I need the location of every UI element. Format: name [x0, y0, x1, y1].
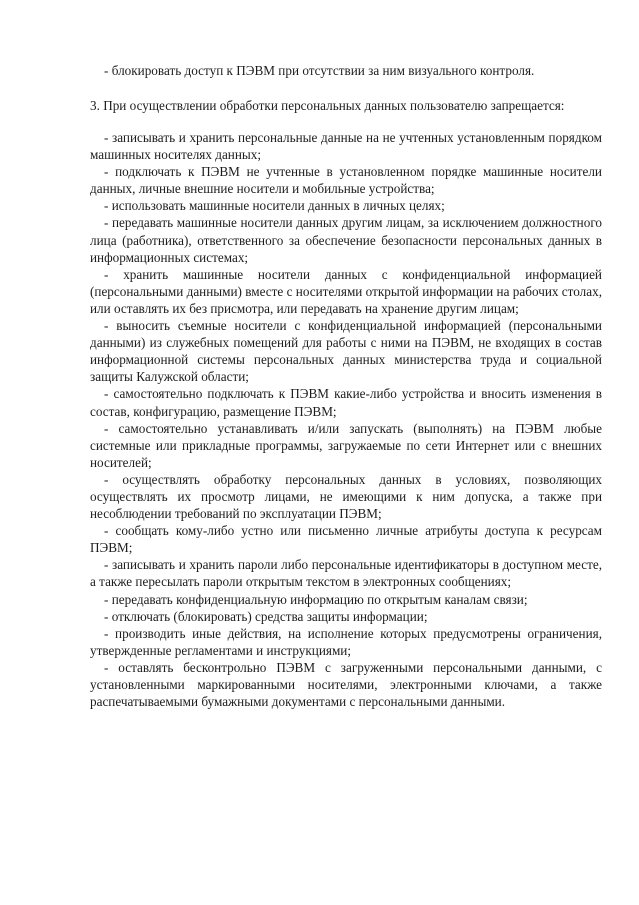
intro-line: - блокировать доступ к ПЭВМ при отсутствии за ним визуального контроля.: [104, 63, 535, 78]
prohibitions-list: [90, 129, 602, 710]
section-heading: 3. При осуществлении обработки персональных данных пользователю запрещается:: [90, 98, 565, 113]
list-item: - оставлять бесконтрольно ПЭВМ с загруженными персональными данными, с установленными маркированными носителями, электронными ключами, а также распечатываемыми бумажными документами с персональными данными.: [90, 659, 602, 710]
list-item: - использовать машинные носители данных в личных целях;: [104, 198, 445, 214]
list-item: - хранить машинные носители данных с конфиденциальной информацией (персональными данными) вместе с носителями открытой информации на рабочих столах, или оставлять их без присмотра, или передавать на хранение другим лицам;: [90, 266, 602, 316]
list-item: - записывать и хранить персональные данные на не учтенных установленным порядком машинных носителях данных;: [90, 130, 602, 163]
list-item: - подключать к ПЭВМ не учтенные в установленном порядке машинные носители данных, личные внешние носители и мобильные устройства;: [90, 164, 602, 197]
list-item: - производить иные действия, на исполнение которых предусмотрены ограничения, утвержденные регламентами и инструкциями;: [90, 625, 602, 658]
list-item: - сообщать кому-либо устно или письменно личные атрибуты доступа к ресурсам ПЭВМ;: [90, 523, 602, 556]
list-item: - самостоятельно устанавливать и/или запускать (выполнять) на ПЭВМ любые системные или прикладные программы, загружаемые по сети Интернет или с внешних носителей;: [90, 420, 602, 470]
list-item: - отключать (блокировать) средства защиты информации;: [104, 608, 428, 624]
list-item: - передавать машинные носители данных другим лицам, за исключением должностного лица (работника), ответственного за обеспечение безопасности персональных данных в информационных системах;: [90, 215, 602, 265]
list-item: - передавать конфиденциальную информацию по открытым каналам связи;: [104, 591, 528, 607]
list-item: - осуществлять обработку персональных данных в условиях, позволяющих осуществлять их просмотр лицами, не имеющими к ним допуска, а также при несоблюдении требований по эксплуатации ПЭВМ;: [90, 471, 602, 522]
list-item: - самостоятельно подключать к ПЭВМ какие-либо устройства и вносить изменения в состав, конфигурацию, размещение ПЭВМ;: [90, 386, 602, 419]
list-item: - записывать и хранить пароли либо персональные идентификаторы в доступном месте, а также пересылать пароли открытым текстом в электронных сообщениях;: [90, 557, 602, 590]
list-item: - выносить съемные носители с конфиденциальной информацией (персональными данными) из служебных помещений для работы с ними на ПЭВМ, не входящих в состав информационной системы персональных данных министерства труда и социальной защиты Калужской области;: [90, 318, 602, 385]
